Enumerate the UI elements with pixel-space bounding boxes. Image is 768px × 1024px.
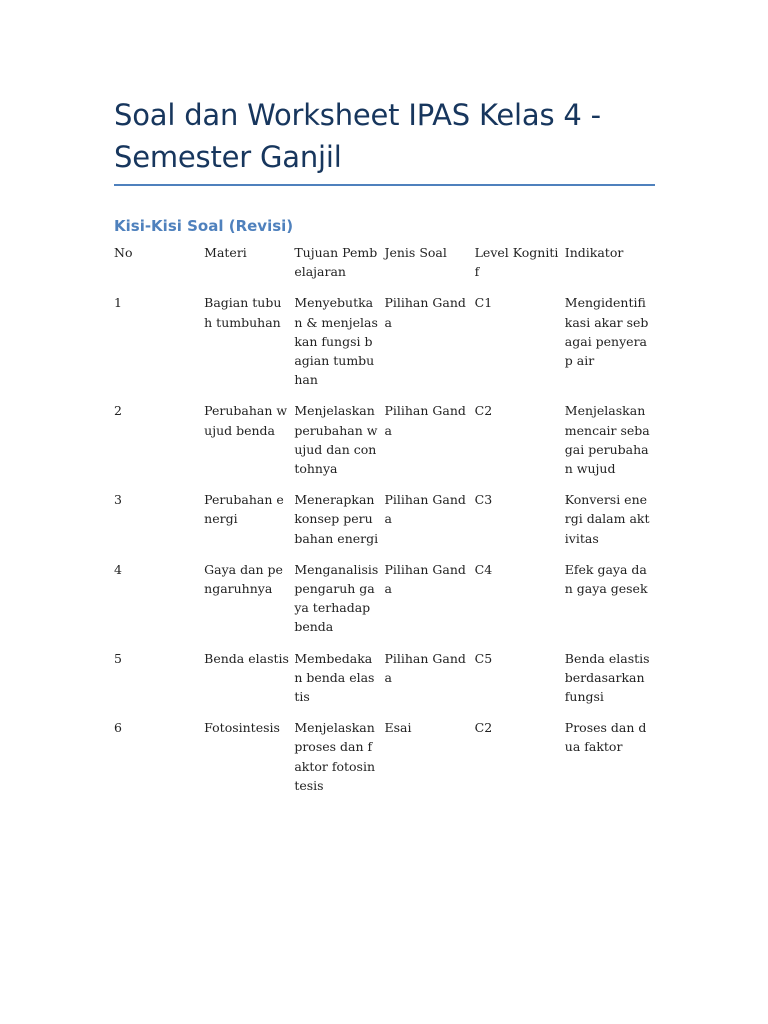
table-row [114,401,655,490]
table-row [114,560,655,649]
cell-indikator: Efek gaya dan gaya gesek [564,561,648,597]
cell-materi: Bagian tubuh tumbuhan [204,295,282,330]
cell-level: C1 [474,295,493,311]
header-no: No [114,245,133,260]
cell-tujuan: Menjelaskan proses dan faktor fotosintesis [294,720,376,793]
table-row [114,490,655,560]
cell-tujuan: Menerapkan konsep perubahan energi [294,492,379,546]
cell-materi: Perubahan energi [204,492,284,527]
cell-materi: Perubahan wujud benda [204,403,288,438]
cell-jenis-soal: Pilihan Ganda [384,561,466,597]
cell-indikator: Menjelaskan mencair sebagai perubahan wujud [564,403,650,477]
cell-materi: Fotosintesis [204,720,280,736]
cell-tujuan: Menganalisis pengaruh gaya terhadap benda [294,561,379,635]
cell-tujuan: Menjelaskan perubahan wujud dan contohnya [294,403,378,477]
cell-no: 2 [114,403,122,419]
cell-level: C3 [474,492,493,508]
cell-tujuan: Membedakan benda elastis [294,650,375,705]
cell-level: C2 [474,720,493,736]
cell-no: 3 [114,492,122,508]
header-indikator: Indikator [564,245,624,260]
header-tujuan-pembelajaran: Tujuan Pembelajaran [294,245,378,280]
cell-level: C2 [474,403,493,419]
section-heading: Kisi-Kisi Soal (Revisi) [114,217,294,235]
kisi-kisi-table [114,243,655,807]
cell-no: 6 [114,720,122,736]
header-level-kognitif: Level Kognitif [474,245,559,280]
document-title: Soal dan Worksheet IPAS Kelas 4 - Semester Ganjil [114,94,655,186]
table-header-row [114,243,655,293]
table-row [114,718,655,807]
cell-jenis-soal: Pilihan Ganda [384,403,466,438]
cell-tujuan: Menyebutkan & menjelaskan fungsi bagian tumbuhan [294,295,378,388]
cell-jenis-soal: Pilihan Ganda [384,295,466,330]
cell-no: 1 [114,295,122,311]
header-materi: Materi [204,245,247,260]
cell-level: C5 [474,650,493,666]
cell-materi: Benda elastis [204,650,289,666]
cell-indikator: Konversi energi dalam aktivitas [564,492,650,546]
document-page [114,94,655,807]
header-jenis-soal: Jenis Soal [384,245,447,260]
cell-no: 4 [114,561,122,577]
cell-jenis-soal: Esai [384,720,412,736]
cell-indikator: Proses dan dua faktor [564,720,647,755]
cell-no: 5 [114,650,122,666]
cell-jenis-soal: Pilihan Ganda [384,650,466,685]
cell-level: C4 [474,561,493,577]
table-row [114,293,655,401]
table-row [114,649,655,719]
cell-jenis-soal: Pilihan Ganda [384,492,466,527]
cell-indikator: Mengidentifikasi akar sebagai penyerap air [564,295,649,369]
cell-materi: Gaya dan pengaruhnya [204,561,283,597]
cell-indikator: Benda elastis berdasarkan fungsi [564,650,650,705]
